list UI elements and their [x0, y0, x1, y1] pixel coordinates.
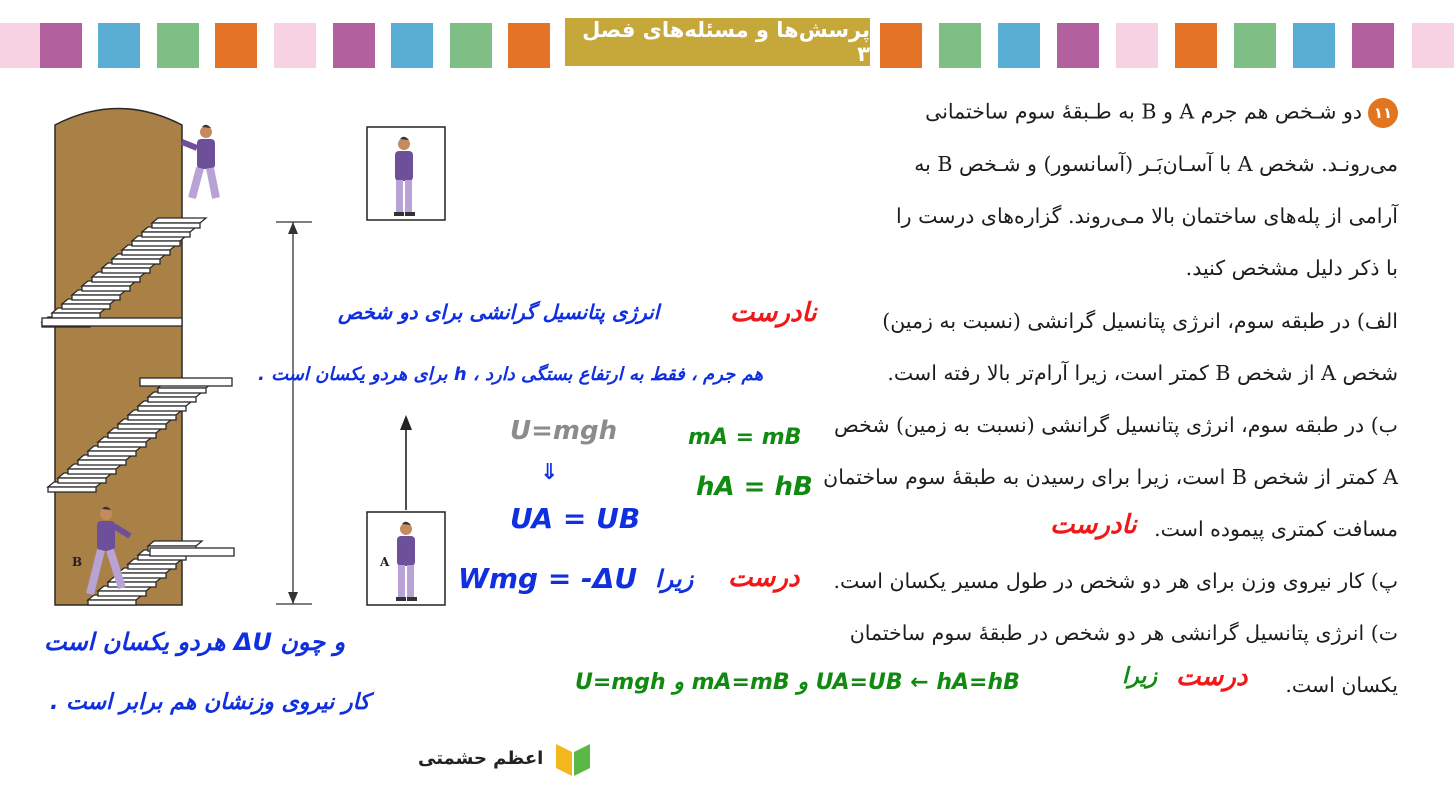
stair-riser: [78, 460, 126, 465]
strip-square: [1057, 23, 1099, 68]
stair-riser: [92, 277, 140, 282]
strip-square: [1293, 23, 1335, 68]
stair-riser: [58, 478, 106, 483]
strip-square: [1352, 23, 1394, 68]
stair-riser: [108, 582, 156, 587]
strip-square: [939, 23, 981, 68]
strip-square: [450, 23, 492, 68]
stair-riser: [118, 573, 166, 578]
author-logo-icon: [552, 736, 592, 778]
stair-riser: [88, 451, 136, 456]
pe-reason: زیرا: [655, 565, 694, 593]
item-be-line-2: A کمتر از شخص B است، زیرا برای رسیدن به طبقهٔ سوم ساختمان: [823, 465, 1398, 489]
pe-reason-line-3: کار نیروی وزنشان هم برابر است .: [50, 690, 370, 715]
stair-riser: [128, 564, 176, 569]
te-verdict: درست: [1176, 662, 1248, 692]
strip-square: [391, 23, 433, 68]
stair-riser: [108, 433, 156, 438]
item-alef-line-1: الف) در طبقه سوم، انرژی پتانسیل گرانشی (نسبت به زمین): [882, 309, 1398, 333]
pe-verdict: درست: [728, 563, 800, 593]
formula-u-mgh: U=mgh: [510, 416, 618, 446]
stair-riser: [138, 406, 186, 411]
stair-riser: [142, 232, 190, 237]
formula-ua-ub: UA = UB: [510, 502, 641, 535]
mass-equality: mA = mB: [688, 425, 802, 450]
question-number: ۱۱: [1368, 98, 1398, 128]
item-be-line-3: مسافت کمتری پیموده است.: [1154, 517, 1398, 541]
stair-riser: [152, 223, 200, 228]
pe-reason-line-2: و چون ΔU هردو یکسان است: [44, 628, 346, 656]
strip-square: [157, 23, 199, 68]
stair-riser: [112, 259, 160, 264]
person-b-stairs-top: [182, 125, 216, 198]
te-reason: زیرا: [1122, 664, 1157, 689]
stair-riser: [72, 295, 120, 300]
work-formula: Wmg = -ΔU: [458, 562, 638, 595]
stair-riser: [118, 424, 166, 429]
strip-square: [1234, 23, 1276, 68]
item-te-line-2: یکسان است.: [1285, 673, 1398, 697]
stair-step: [152, 218, 206, 223]
figure-label-a: A: [380, 555, 390, 569]
question-line-3: آرامی از پله‌های ساختمان بالا مـی‌روند. گزاره‌های درست را: [895, 204, 1398, 228]
be-verdict: نادرست: [1050, 510, 1137, 540]
strip-square: [880, 23, 922, 68]
down-arrow-icon: ⇓: [540, 460, 559, 485]
strip-square: [333, 23, 375, 68]
figure-stairs-elevator: [0, 90, 460, 620]
author-name: اعظم حشمتی: [418, 748, 544, 769]
strip-square: [508, 23, 550, 68]
strip-square: [998, 23, 1040, 68]
stair-riser: [122, 250, 170, 255]
alef-verdict: نادرست: [730, 298, 817, 328]
strip-square: [274, 23, 316, 68]
question-line-1: ۱۱دو شـخص هم جرم A و B به طـبقهٔ سوم ساختمانی: [780, 98, 1398, 128]
strip-square: [0, 23, 42, 68]
stair-riser: [158, 388, 206, 393]
item-be-line-1: ب) در طبقه سوم، انرژی پتانسیل گرانشی (نسبت به زمین) شخص: [834, 413, 1398, 437]
figure-label-b: B: [72, 555, 83, 569]
stair-riser: [128, 415, 176, 420]
stair-riser: [52, 313, 100, 318]
chapter-header-title: پرسش‌ها و مسئله‌های فصل ۳: [565, 18, 870, 66]
strip-square: [40, 23, 82, 68]
height-equality: hA = hB: [696, 472, 813, 502]
stair-landing: [42, 318, 182, 326]
strip-square: [98, 23, 140, 68]
strip-square: [1412, 23, 1454, 68]
stair-landing: [150, 548, 234, 556]
question-line-4: با ذکر دلیل مشخص کنید.: [1185, 256, 1398, 280]
strip-square: [1116, 23, 1158, 68]
stair-riser: [98, 591, 146, 596]
item-pe-line-1: پ) کار نیروی وزن برای هر دو شخص در طول مسیر یکسان است.: [833, 569, 1398, 593]
stair-riser: [82, 286, 130, 291]
te-chain: UA=UB ← hA=hB و mA=mB و U=mgh: [575, 670, 1020, 695]
stair-riser: [62, 304, 110, 309]
strip-square: [215, 23, 257, 68]
stair-riser: [88, 600, 136, 605]
strip-square: [1175, 23, 1217, 68]
stair-riser: [48, 487, 96, 492]
stair-riser: [98, 442, 146, 447]
alef-reason-line-2: هم جرم ، فقط به ارتفاع بستگی دارد ، h برای هردو یکسان است .: [258, 364, 763, 385]
stair-landing: [140, 378, 232, 386]
item-te-line-1: ت) انرژی پتانسیل گرانشی هر دو شخص در طبقهٔ سوم ساختمان: [849, 621, 1398, 645]
question-line-2: می‌رونـد. شخص A با آسـان‌بَـر (آسانسور) و شـخص B به: [914, 152, 1398, 176]
stair-riser: [68, 469, 116, 474]
stair-riser: [132, 241, 180, 246]
stair-riser: [102, 268, 150, 273]
alef-reason-line-1: انرژی پتانسیل گرانشی برای دو شخص: [338, 300, 660, 324]
stair-riser: [148, 397, 196, 402]
stair-step: [148, 541, 202, 546]
item-alef-line-2: شخص A از شخص B کمتر است، زیرا آرام‌تر بالا رفته است.: [887, 361, 1398, 385]
